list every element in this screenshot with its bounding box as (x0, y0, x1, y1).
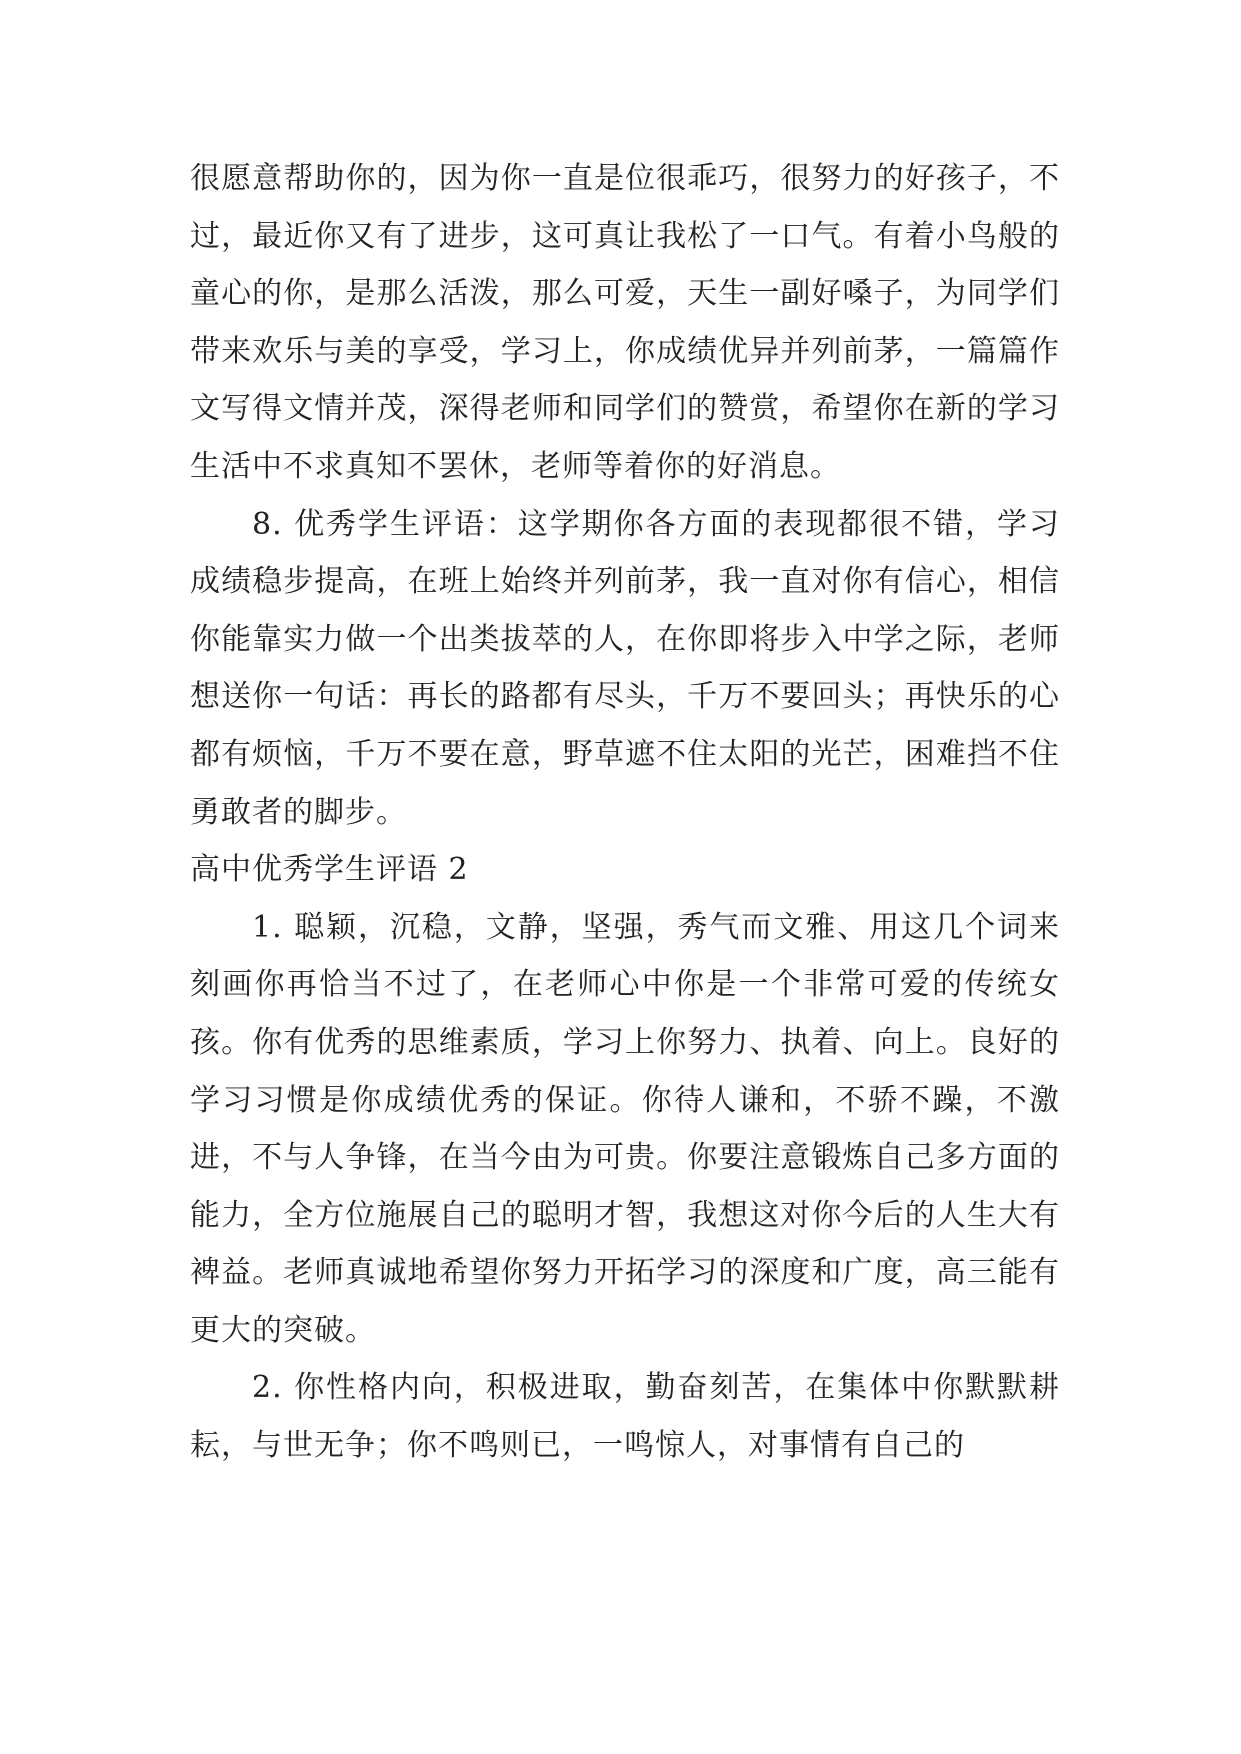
document-body (190, 150, 1060, 1475)
paragraph-continued: 很愿意帮助你的，因为你一直是位很乖巧，很努力的好孩子，不过，最近你又有了进步，这可真让我松了一口气。有着小鸟般的童心的你，是那么活泼，那么可爱，天生一副好嗓子，为同学们带来欢乐与美的享受，学习上，你成绩优异并列前茅，一篇篇作文写得文情并茂，深得老师和同学们的赞赏，希望你在新的学习生活中不求真知不罢休，老师等着你的好消息。 (190, 161, 1060, 484)
paragraph-item-1: 1. 聪颖，沉稳，文静，坚强，秀气而文雅、用这几个词来刻画你再恰当不过了，在老师心中你是一个非常可爱的传统女孩。你有优秀的思维素质，学习上你努力、执着、向上。良好的学习习惯是你成绩优秀的保证。你待人谦和，不骄不躁，不激进，不与人争锋，在当今由为可贵。你要注意锻炼自己多方面的能力，全方位施展自己的聪明才智，我想这对你今后的人生大有裨益。老师真诚地希望你努力开拓学习的深度和广度，高三能有更大的突破。 (190, 909, 1060, 1348)
paragraph-item-8: 8. 优秀学生评语：这学期你各方面的表现都很不错，学习成绩稳步提高，在班上始终并列前茅，我一直对你有信心，相信你能靠实力做一个出类拔萃的人，在你即将步入中学之际，老师想送你一句话：再长的路都有尽头，千万不要回头；再快乐的心都有烦恼，千万不要在意，野草遮不住太阳的光芒，困难挡不住勇敢者的脚步。 (190, 506, 1060, 830)
paragraph-item-2: 2. 你性格内向，积极进取，勤奋刻苦，在集体中你默默耕耘，与世无争；你不鸣则已，一鸣惊人，对事情有自己的 (190, 1370, 1060, 1464)
section-heading: 高中优秀学生评语 2 (190, 852, 469, 888)
